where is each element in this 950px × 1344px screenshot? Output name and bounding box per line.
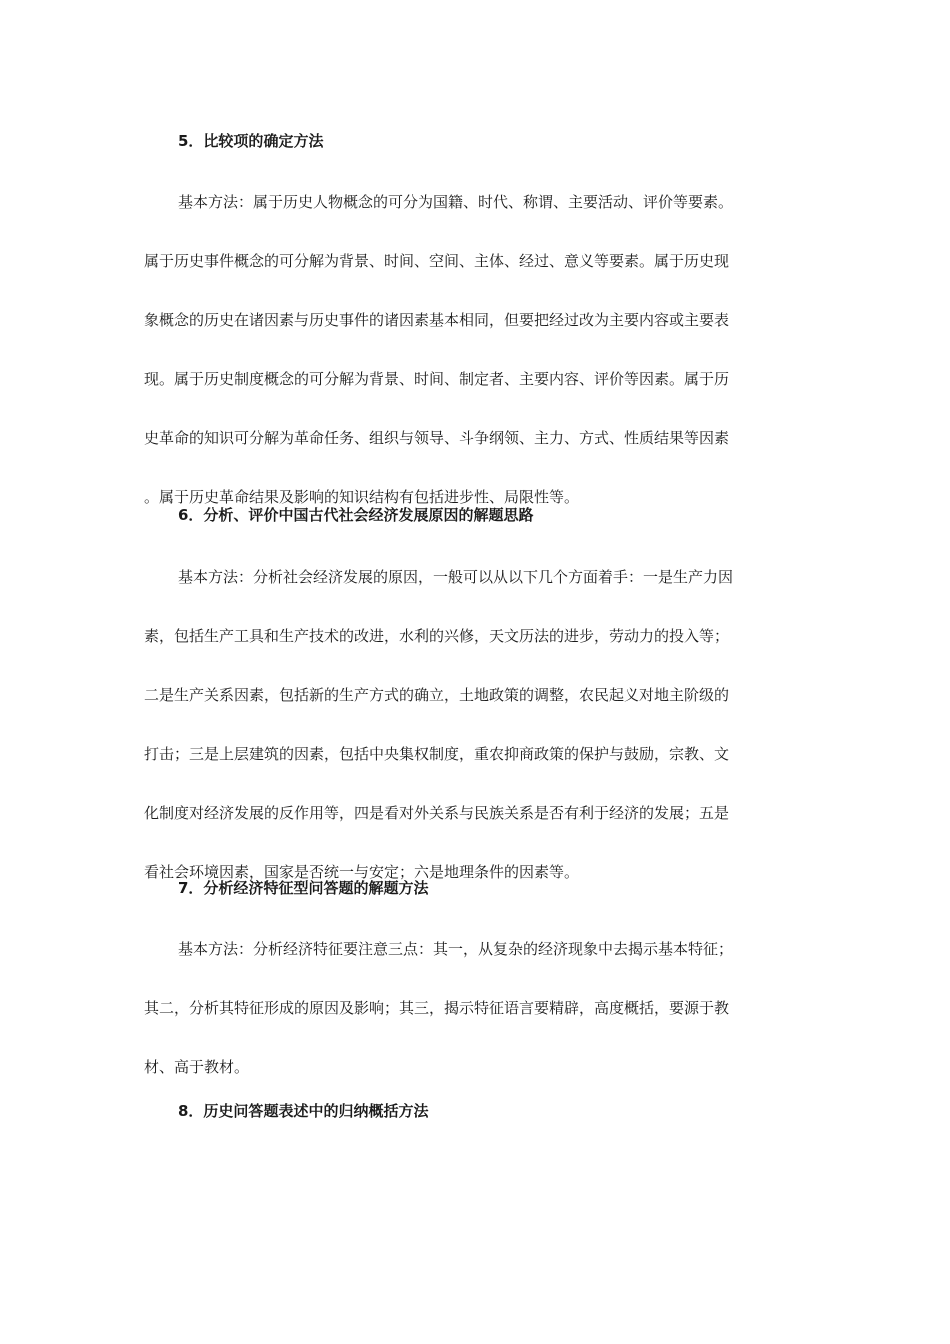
section-body-7 [144,936,798,1080]
body-line: 史革命的知识可分解为革命任务、组织与领导、斗争纲领、主力、方式、性质结果等因素 [144,429,730,447]
section-heading-5: 5．比较项的确定方法 [178,132,324,150]
section-heading-7: 7．分析经济特征型问答题的解题方法 [178,879,429,897]
body-line: 二是生产关系因素，包括新的生产方式的确立，土地政策的调整，农民起义对地主阶级的 [144,686,730,704]
body-line: 看社会环境因素，国家是否统一与安定；六是地理条件的因素等。 [144,863,580,881]
section-body-5 [144,189,798,510]
body-line: 打击；三是上层建筑的因素，包括中央集权制度，重农抑商政策的保护与鼓励，宗教、文 [144,745,730,763]
body-line: 基本方法：分析经济特征要注意三点：其一，从复杂的经济现象中去揭示基本特征； [178,940,734,958]
body-line: 其二，分析其特征形成的原因及影响；其三，揭示特征语言要精辟，高度概括，要源于教 [144,999,730,1017]
section-body-6 [144,564,798,885]
body-line: 属于历史事件概念的可分解为背景、时间、空间、主体、经过、意义等要素。属于历史现 [144,252,730,270]
body-line: 素，包括生产工具和生产技术的改进，水利的兴修，天文历法的进步，劳动力的投入等； [144,627,730,645]
body-line: 基本方法：属于历史人物概念的可分为国籍、时代、称谓、主要活动、评价等要素。 [178,193,734,211]
body-line: 。属于历史革命结果及影响的知识结构有包括进步性、局限性等。 [144,488,580,506]
section-heading-6: 6．分析、评价中国古代社会经济发展原因的解题思路 [178,506,534,524]
body-line: 材、高于教材。 [144,1058,250,1076]
body-line: 象概念的历史在诸因素与历史事件的诸因素基本相同，但要把经过改为主要内容或主要表 [144,311,730,329]
section-heading-8: 8．历史问答题表述中的归纳概括方法 [178,1102,429,1120]
body-line: 现。属于历史制度概念的可分解为背景、时间、制定者、主要内容、评价等因素。属于历 [144,370,730,388]
body-line: 化制度对经济发展的反作用等，四是看对外关系与民族关系是否有利于经济的发展；五是 [144,804,730,822]
body-line: 基本方法：分析社会经济发展的原因，一般可以从以下几个方面着手：一是生产力因 [178,568,734,586]
